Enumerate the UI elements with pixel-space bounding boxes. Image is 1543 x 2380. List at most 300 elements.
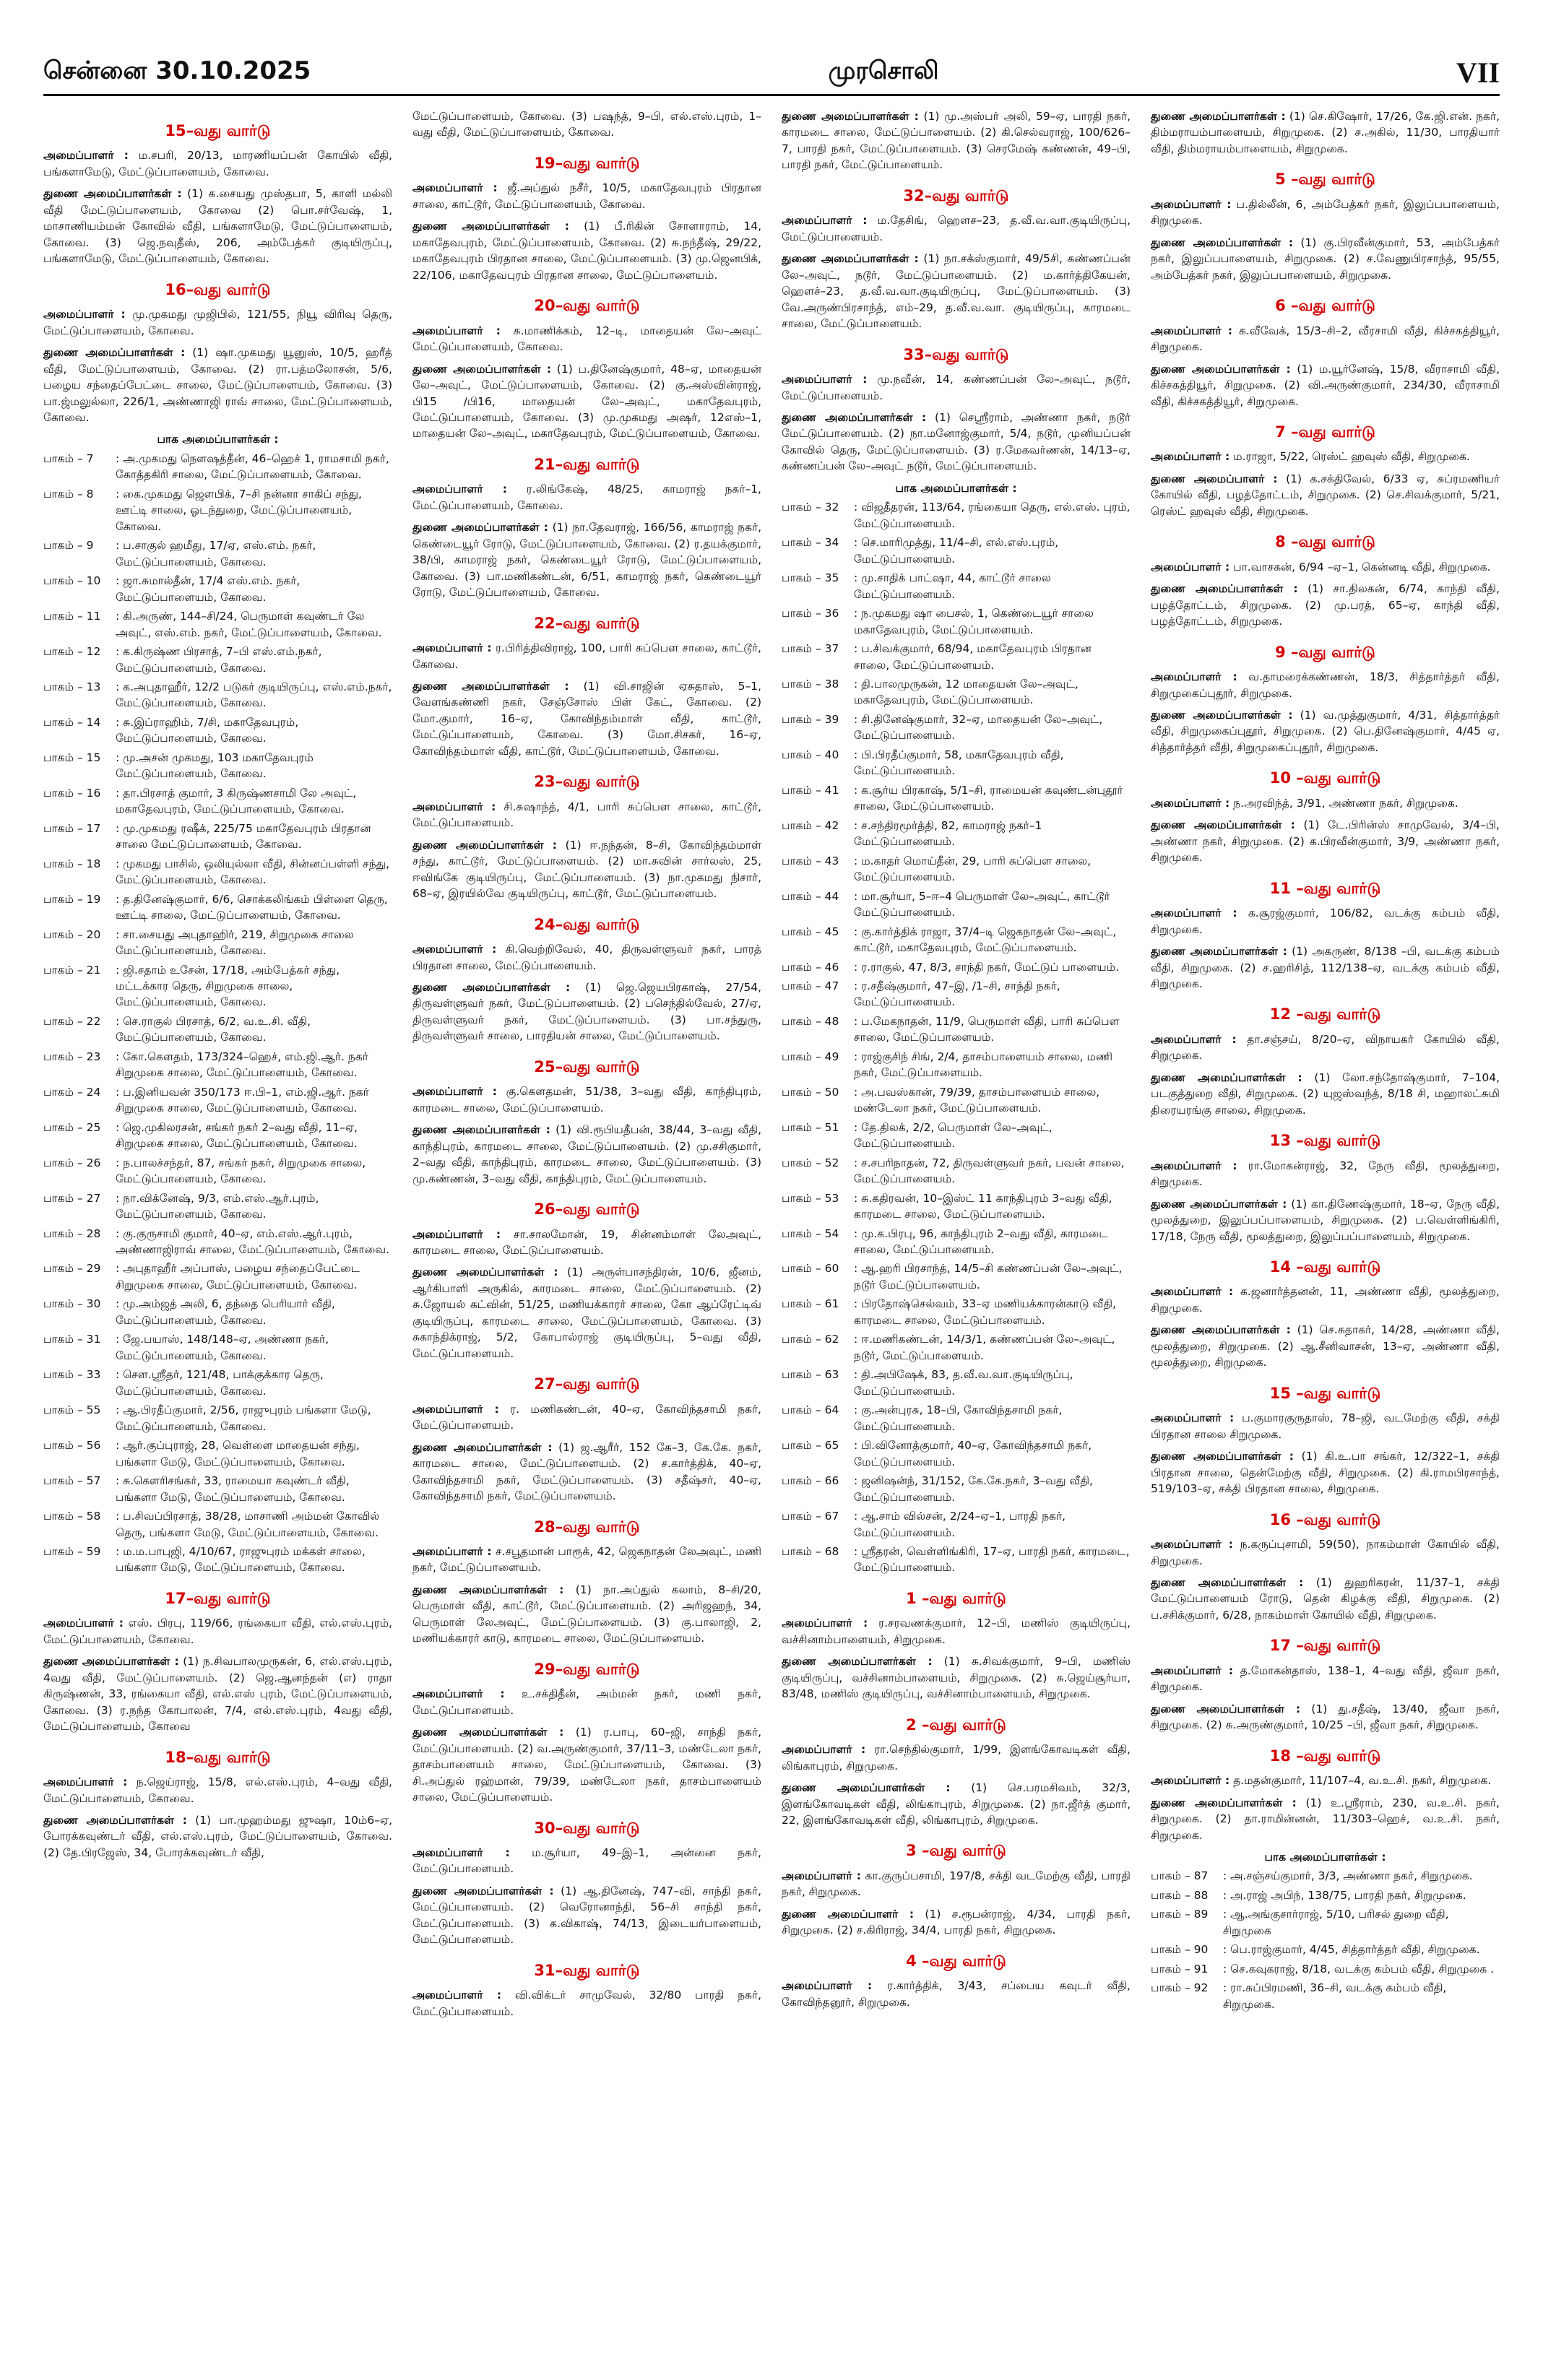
booth-entry — [43, 1331, 392, 1364]
booth-details: : தா.பிரசாத் குமார், 3 கிருஷ்ணசாமி லே அவுட், மகாதேவபுரம், மேட்டுப்பாளையம், கோவை. — [116, 786, 357, 816]
booth-details: : ஆ.சாம் வில்சன், 2/24–ஏ–1, பாரதி நகர், மேட்டுப்பாளையம். — [854, 1510, 1066, 1539]
appointee-details: (1) நா.அப்துல் கலாம், 8–சி/20, பெருமாள் வீதி, காட்டூர், மேட்டுப்பாளையம். (2) அரிஜஹந், 34, பெருமாள் லேஅவுட், மேட்டுப்பாளையம். (3) கு.பாலாஜி, 2, மணியக்காரர் காடு, காரமடை சாலை, மேட்டுப்பாளையம். — [412, 1583, 761, 1645]
appointee-details: கு.கௌதமன், 51/38, 3–வது வீதி, காந்திபுரம், காரமடை சாலை, மேட்டுப்பாளையம். — [412, 1085, 761, 1115]
booth-entry — [43, 1084, 392, 1117]
role-label: அமைப்பாளர் : — [1151, 1663, 1234, 1677]
booth-number: பாகம் – 35 — [782, 571, 839, 585]
booth-number: பாகம் – 50 — [782, 1085, 839, 1099]
role-label: துணை அமைப்பாளர்கள் : — [43, 346, 186, 360]
role-label: அமைப்பாளர் : — [782, 214, 868, 228]
role-label: துணை அமைப்பாளர்கள் : — [412, 362, 552, 376]
appointment-entry — [1151, 581, 1500, 629]
appointment-entry — [782, 1741, 1131, 1774]
booth-number: பாகம் – 67 — [782, 1510, 839, 1523]
booth-number: பாகம் – 57 — [43, 1474, 101, 1488]
appointee-details: த.மதன்குமார், 11/107–4, வ.உ.சி. நகர், சிறுமுகை. — [1233, 1774, 1492, 1788]
ward-heading: 17–வது வார்டு — [165, 1589, 271, 1607]
appointee-details: சு.மாணிக்கம், 12–டி, மாதையன் லே–அவுட் மேட்டுப்பாளையம், கோவை. — [412, 324, 761, 354]
appointment-entry — [412, 678, 761, 759]
appointee-details: கா.குருப்பசாமி, 197/8, சக்தி வடமேற்கு வீதி, பாரதி நகர், சிறுமுகை. — [782, 1869, 1131, 1899]
booth-number: பாகம் – 91 — [1151, 1962, 1209, 1976]
booth-entry — [782, 570, 1131, 602]
appointment-entry — [782, 212, 1131, 245]
booth-entry — [782, 499, 1131, 532]
appointee-details: ந.அரவிந்த், 3/91, அண்ணா நகர், சிறுமுகை. — [1233, 796, 1458, 810]
appointment-entry — [1151, 669, 1500, 701]
appointee-details: (1) ஜ.ஆரீர், 152 கே–3, கே.கே. நகர், காரமடை சாலை, மேட்டுப்பாளையம். (2) ச.கார்த்திக், 40–ஏ, கோவிந்தசாமி நகர், மேட்டுப்பாளையம். (3) சதீஷ்சர், 40–ஏ, கோவிந்தசாமி நகர், மேட்டுப்பாளையம். — [412, 1440, 761, 1503]
booth-number: பாகம் – 29 — [43, 1262, 101, 1276]
ward-heading: 10 –வது வார்டு — [1269, 769, 1381, 787]
booth-number: பாகம் – 36 — [782, 607, 839, 620]
booth-details: : கு.குருசாமி குமார், 40–ஏ, எம்.எஸ்.ஆர்.புரம், அண்ணாஜிராவ் சாலை, மேட்டுப்பாளையம், கோவை. — [116, 1226, 389, 1256]
role-label: துணை அமைப்பாளர்கள் : — [1151, 1702, 1301, 1715]
booth-entry — [43, 1402, 392, 1435]
booth-number: பாகம் – 33 — [43, 1368, 101, 1382]
appointee-details: (1) மு.அஸ்பர் அலி, 59–ஏ, பாரதி நகர், காரமடை சாலை, மேட்டுப்பாளையம். (2) கி.செல்வராஜ், 100/626–7, பாரதி நகர், மேட்டுப்பாளையம். (3) செரமேஷ் கண்ணன், 49–பி, பாரதி நகர், மேட்டுப்பாளையம். — [782, 110, 1131, 172]
appointee-details: (1) அகருண், 8/138 –பி, வடக்கு கம்பம் வீதி, சிறுமுகை. (2) ச.ஹரிசித், 112/138–ஏ, வடக்கு கம்பம் வீதி, சிறுமுகை. — [1151, 945, 1500, 990]
booth-details: : ஆ.அங்குசார்ராஜ், 5/10, பரிசல் துறை வீதி, சிறுமுகை — [1223, 1908, 1449, 1937]
booth-entry — [782, 1331, 1131, 1364]
appointee-details: (1) வ.முத்துகுமார், 4/31, சித்தார்த்தர் வீதி, சிறுமுகைப்புதூர், சிறுமுகை. (2) பெ.தினேஷ்குமார், 4/45 ஏ, சித்தார்த்தர் வீதி, சிறுமுகைப்புதூர், சிறுமுகை. — [1151, 708, 1500, 754]
booth-number: பாகம் – 9 — [43, 539, 94, 553]
page-header — [43, 51, 1500, 96]
appointment-entry — [1151, 817, 1500, 865]
booth-details: : ஜெ.முகிலரசன், சங்கர் நகர் 2–வது வீதி, 11–ஏ, சிறுமுகை சாலை, மேட்டுப்பாளையம், கோவை. — [116, 1120, 358, 1151]
appointment-entry — [412, 1401, 761, 1434]
booth-number: பாகம் – 55 — [43, 1403, 101, 1417]
appointment-entry — [1151, 1196, 1500, 1245]
role-label: துணை அமைப்பாளர்கள் : — [412, 1726, 564, 1739]
booth-entry — [782, 853, 1131, 886]
ward-heading: 33–வது வார்டு — [903, 345, 1009, 363]
role-label: அமைப்பாளர் : — [412, 1227, 501, 1241]
role-label: அமைப்பாளர் : — [782, 1979, 873, 1993]
booth-details: : தி.பாலமுருகன், 12 மாதையன் லே–அவுட், மகாதேவபுரம், மேட்டுப்பாளையம். — [854, 678, 1079, 707]
booth-number: பாகம் – 26 — [43, 1156, 101, 1169]
booth-entry — [782, 1084, 1131, 1117]
booth-details: : செ.கவுகராஜ், 8/18, வடக்கு கம்பம் வீதி, சிறுமுகை . — [1223, 1962, 1495, 1976]
appointee-details: ரா.செந்தில்குமார், 1/99, இளங்கோவடிகள் வீதி, லிங்காபுரம், சிறுமுகை. — [782, 1743, 1131, 1773]
booth-details: : கோ.கௌதம், 173/324–ஹெச், எம்.ஜி.ஆர். நகர் சிறுமுகை சாலை, மேட்டுப்பாளையம், கோவை. — [116, 1050, 368, 1080]
booth-details: : த.தினேஷ்குமார், 6/6, சொக்கலிங்கம் பிள்ளை தெரு, ஊட்டி சாலை, மேட்டுப்பாளையம், கோவை. — [116, 892, 388, 922]
booth-entry — [43, 1296, 392, 1328]
booth-number: பாகம் – 13 — [43, 680, 101, 693]
booth-number: பாகம் – 58 — [43, 1510, 101, 1523]
booth-details: : ச.சந்திரமூர்த்தி, 82, காமராஜ் நகர்–1 மேட்டுப்பாளையம். — [854, 818, 1042, 849]
appointment-entry — [1151, 1663, 1500, 1695]
booth-entry — [43, 679, 392, 711]
ward-heading: 25–வது வார்டு — [534, 1057, 640, 1076]
appointment-entry — [412, 1724, 761, 1805]
booth-details: : சி.தினேஷ்குமார், 32–ஏ, மாதையன் லே–அவுட், மேட்டுப்பாளையம். — [854, 712, 1103, 743]
appointment-entry — [412, 837, 761, 902]
appointee-details: க.ஜனார்த்தனன், 11, அண்ணா வீதி, மூலத்துறை, சிறுமுகை. — [1151, 1285, 1500, 1315]
appointment-entry — [412, 1582, 761, 1647]
appointee-details: (1) செ.சுதாகர், 14/28, அண்ணா வீதி, மூலத்துறை, சிறுமுகை. (2) ஆ.சீனிவாசன், 13–ஏ, அண்ணா வீதி, மூலத்துறை, சிறுமுகை. — [1151, 1323, 1500, 1369]
role-label: அமைப்பாளர் : — [412, 1687, 505, 1701]
booth-details: : மு.க.பிரபு, 96, காந்திபுரம் 2–வது வீதி, காரமடை சாலை, மேட்டுப்பாளையம். — [854, 1226, 1108, 1256]
booth-number: பாகம் – 68 — [782, 1544, 839, 1558]
role-label: துணை அமைப்பாளர்கள் : — [1151, 1197, 1287, 1211]
booth-details: : ஜே.பயாஸ், 148/148–ஏ, அண்ணா நகர், மேட்டுப்பாளையம், கோவை. — [116, 1333, 329, 1362]
role-label: துணை அமைப்பாளர்கள் : — [412, 1440, 553, 1454]
booth-details: : சு.கதிரவன், 10–இஸ்ட் 11 காந்திபுரம் 3–வது வீதி, காரமடை சாலை, மேட்டுப்பாளையம். — [854, 1191, 1112, 1221]
booth-entry — [782, 978, 1131, 1011]
appointee-details: (1) நா.சக்ஸ்குமார், 49/5சி, கண்ணப்பன் லே–அவுட், நடூர், மேட்டுப்பாளையம். (2) ம.கார்த்திகேயன், ஹௌச்–23, த.வீ.வ.வா.குடியிருப்பு, மேட்டுப்பாளையம். (3) வே.அருண்பிரசாந்த், எம்–29, த.வீ.வ.வா. குடியிருப்பு, காரமடை சாலை, மேட்டுப்பாளையம். — [782, 252, 1131, 331]
appointee-details: (1) து.சதீஷ், 13/40, ஜீவா நகர், சிறுமுகை. (2) சு.அருண்குமார், 10/25 –பி, ஜீவா நகர், சிறுமுகை. — [1151, 1702, 1500, 1732]
appointee-details: (1) துஹரிகரன், 11/37–1, சக்தி மேட்டுப்பாளையம் ரோடு, தென் கிழக்கு வீதி, சிறுமுகை. (2) ப.சசிக்குமார், 6/28, நாகம்மாள் கோயில் வீதி, சிறுமுகை. — [1151, 1575, 1500, 1622]
role-label: அமைப்பாளர் : — [412, 483, 508, 496]
booth-details: : ப.சாகுல் ஹமீது, 17/ஏ, எஸ்.எம். நகர், மேட்டுப்பாளையம், கோவை. — [116, 539, 316, 568]
role-label: துணை அமைப்பாளர்கள் : — [412, 980, 571, 994]
appointment-entry — [1151, 235, 1500, 283]
booth-details: : ந.முகமது ஷா பைசல், 1, கெண்டையூர் சாலை மகாதேவபுரம், மேட்டுப்பாளையம். — [854, 607, 1094, 636]
appointee-details: உ.சக்திதீன், அம்மன் நகர், மணி நகர், மேட்டுப்பாளையம். — [412, 1687, 761, 1717]
appointee-details: ர.லிங்கேஷ், 48/25, காமராஜ் நகர்–1, மேட்டுப்பாளையம், கோவை. — [412, 483, 761, 512]
role-label: அமைப்பாளர் : — [1151, 450, 1230, 464]
appointee-details: (1) பா.முஹம்மது ஜுஷா, 10ம்6–ஏ, போரக்கவுண்டர் வீதி, எல்.எஸ்.புரம், மேட்டுப்பாளையம், கோவை. (2) தே.பிரஜேஸ், 34, போரக்கவுண்டர் வீதி, — [43, 1814, 392, 1859]
appointment-entry — [782, 1615, 1131, 1648]
booth-number: பாகம் – 59 — [43, 1544, 101, 1558]
booth-number: பாகம் – 61 — [782, 1297, 839, 1311]
ward-heading: 6 –வது வார்டு — [1275, 297, 1375, 315]
appointment-entry — [43, 1653, 392, 1734]
appointee-details: (1) ந.சிவபாலமுருகன், 6, எல்.எஸ்.புரம், 4வது வீதி, மேட்டுப்பாளையம். (2) ஜெ.ஆனந்தன் (எ) ராதா கிருஷ்ணன், 33, ரங்கையா வீதி, எல்.எஸ் புரம், மேட்டுப்பாளையம், கோவை. (3) ர.நந்த கோபாலன், 7/4, எல்.எஸ்.புரம், 4வது வீதி, மேட்டுப்பாளையம், கோவை — [43, 1655, 392, 1734]
booth-entry — [43, 644, 392, 676]
booth-details: : ம.காதர் மொய்தீன், 29, பாரி சுப்பௌ சாலை, மேட்டுப்பாளையம். — [854, 854, 1092, 884]
ward-heading: 9 –வது வார்டு — [1275, 643, 1375, 661]
booth-details: : பி.வினோத்குமார், 40–ஏ, கோவிந்தசாமி நகர், மேட்டுப்பாளையம். — [854, 1439, 1092, 1468]
appointee-details: க.சூரஜ்குமார், 106/82, வடக்கு கம்பம் வீதி, சிறுமுகை. — [1151, 906, 1500, 936]
appointee-details: (1) க.சையது முஸ்தபா, 5, காளி மல்லி வீதி மேட்டுப்பாளையம், கோவை (2) பொ.சர்வேஷ், 1, மாசாணியம்மன் கோவில் வீதி, பங்களாமேடு, மேட்டுப்பாளையம், கோவை. (3) ஜெ.நவுதீஸ், 206, அம்பேத்கர் குடியிருப்பு, பங்களாமேடு, மேட்டுப்பாளையம், கோவை. — [43, 187, 392, 266]
appointee-details: சி.சுஷாந்த், 4/1, பாரி சுப்பௌ சாலை, காட்டூர், மேட்டுப்பாளையம். — [412, 800, 761, 830]
booth-number: பாகம் – 21 — [43, 963, 101, 977]
booth-details: : அ.ராஜ் அபிந், 138/75, பாரதி நகர், சிறுமுகை. — [1223, 1888, 1466, 1902]
appointment-entry — [1151, 905, 1500, 938]
booth-entry — [782, 1508, 1131, 1541]
appointment-entry — [1151, 1031, 1500, 1064]
booth-entry — [782, 1155, 1131, 1187]
appointment-entry — [782, 1780, 1131, 1828]
booth-number: பாகம் – 16 — [43, 786, 101, 800]
booth-entry — [43, 1049, 392, 1081]
appointee-details: (1) லோ.சந்தோஷ்குமார், 7–104, படகுத்துறை வீதி, சிறுமுகை. (2) யுஜஸ்வந்த், 8/18 சி, மஹாலட்சுமி திரையரங்கு சாலை, சிறுமுகை. — [1151, 1070, 1500, 1117]
appointee-details: (1) ஷா.முகமது யூனுஸ், 10/5, ஹரீத் வீதி, மேட்டுப்பாளையம், கோவை. (2) ரா.பத்மலோசன், 5/6, பழைய சந்தைப்பேட்டை சாலை, மேட்டுப்பாளையம், கோவை. (3) பா.ஜ்மலுல்லா, 226/1, அண்ணாஜி ராவ் சாலை, மேட்டுப்பாளையம், கோவை. — [43, 346, 392, 424]
booth-details: : ம.ம.பாபுஜி, 4/10/67, ராஜுபுரம் மக்கள் சாலை, பங்களா மேடு, மேட்டுப்பாளையம், கோவை. — [116, 1544, 366, 1575]
booth-entry — [43, 1155, 392, 1187]
booth-entry — [43, 1120, 392, 1152]
appointment-entry — [782, 371, 1131, 404]
role-label: அமைப்பாளர் : — [412, 1085, 497, 1099]
appointee-details: (1) சு.சிவக்குமார், 9–பி, மணிஸ் குடியிருப்பு, வச்சினாம்பாளையம், சிறுமுகை. (2) சு.ஜெய்சூர்யா, 83/48, மணிஸ் குடியிருப்பு, வச்சினாம்பாளையம், சிறுமுகை. — [782, 1655, 1131, 1701]
role-label: துணை அமைப்பாளர்கள் : — [412, 838, 557, 852]
ward-heading: 4 –வது வார்டு — [906, 1952, 1006, 1970]
role-label: அமைப்பாளர் : — [1151, 670, 1237, 684]
ward-heading: 27–வது வார்டு — [534, 1375, 640, 1393]
booth-entry — [782, 1367, 1131, 1399]
booth-details: : ப.மேகநாதன், 11/9, பெருமாள் வீதி, பாரி சுப்பௌ சாலை, மேட்டுப்பாளையம். — [854, 1014, 1120, 1044]
role-label: துணை அமைப்பாளர்கள் : — [43, 1814, 187, 1827]
booth-entry — [782, 1260, 1131, 1293]
booth-entry — [43, 486, 392, 535]
booth-details: : சௌ.ஸ்ரீதர், 121/48, பாக்குக்கார தெரு, மேட்டுப்பாளையம், கோவை. — [116, 1368, 324, 1398]
appointment-entry — [1151, 196, 1500, 229]
role-label: அமைப்பாளர் : — [782, 1743, 866, 1757]
appointee-details: (1) ஈ.நந்தன், 8–சி, கோவிந்தம்மாள் சந்து, காட்டூர், மேட்டுப்பாளையம். (2) மா.சுவின் சார்லஸ், 25, ஈவிங்கே குடியிருப்பு, மேட்டுப்பாளையம். (3) நா.முகமது நிசார், 68–ஏ, இரயில்வே குடியிருப்பு, காட்டூர், மேட்டுப்பாளையம். — [412, 838, 761, 901]
ward-heading: 24–வது வார்டு — [534, 915, 640, 933]
column-4 — [1151, 108, 1500, 2355]
appointment-entry — [1151, 1284, 1500, 1316]
appointment-entry — [412, 1264, 761, 1362]
role-label: அமைப்பாளர் : — [412, 1989, 502, 2002]
appointee-details: (1) வி.சாஜின் ஏசுதாஸ், 5–1, வேளங்கண்ணி நகர், சேஞ்சோஸ் பிள் கேட், கோவை. (2) மோ.குமார், 16–ஏ, கோவிந்தம்மாள் வீதி, காட்டூர், மேட்டுப்பாளையம், கோவை. (3) மோ.சிசகர், 16–ஏ, கோவிந்தம்மாள் வீதி, காட்டூர், மேட்டுப்பாளையம், கோவை. — [412, 680, 761, 758]
ward-heading: 14 –வது வார்டு — [1269, 1258, 1381, 1276]
booth-number: பாகம் – 32 — [782, 501, 839, 514]
appointee-details: (1) ர.பாபு, 60–ஜி, சாந்தி நகர், மேட்டுப்பாளையம். (2) வ.அருண்குமார், 37/11–3, மண்டேலா நகர், தாசம்பாளையம் சாலை, மேட்டுப்பாளையம், கோவை. (3) சி.அப்துல் ரஹ்மான், 79/39, மண்டேலா நகர், தாசம்பாளையம் சாலை, மேட்டுப்பாளையம். — [412, 1726, 761, 1804]
booth-entry — [782, 959, 1131, 975]
appointee-details: ச.சபூதமான் பாரூக், 42, ஜெகநாதன் லேஅவுட், மணி நகர், மேட்டுப்பாளையம். — [412, 1544, 761, 1575]
appointment-entry — [412, 1226, 761, 1259]
booth-number: பாகம் – 40 — [782, 748, 839, 761]
appointment-entry — [782, 1906, 1131, 1939]
ward-heading: 26–வது வார்டு — [534, 1200, 640, 1219]
role-label: அமைப்பாளர் : — [1151, 1411, 1235, 1425]
ward-heading: 18–வது வார்டு — [165, 1748, 271, 1766]
booth-entry — [43, 1260, 392, 1293]
appointment-entry — [782, 251, 1131, 332]
booth-details: : க.அபுதாஹீர், 12/2 படுகர் குடியிருப்பு, எஸ்.எம்.நகர், மேட்டுப்பாளையம், கோவை. — [116, 680, 392, 710]
appointment-entry — [412, 1987, 761, 2020]
booth-entry — [43, 1437, 392, 1470]
booth-entry — [43, 1226, 392, 1258]
booth-entry — [43, 714, 392, 747]
appointment-entry — [412, 1883, 761, 1948]
booth-entry — [43, 573, 392, 605]
appointee-details: த.மோகன்தாஸ், 138–1, 4–வது வீதி, ஜீவா நகர், சிறுமுகை. — [1151, 1663, 1500, 1694]
booth-number: பாகம் – 88 — [1151, 1888, 1209, 1902]
booth-details: : ஜி.சதாம் உசேன், 17/18, அம்பேத்கர் சந்து, மட்டக்கார தெரு, சிறுமுகை சாலை, மேட்டுப்பாளையம், கோவை. — [116, 963, 340, 1009]
role-label: துணை அமைப்பாளர்கள் : — [412, 680, 569, 693]
ward-heading: 15 –வது வார்டு — [1269, 1384, 1381, 1402]
booth-details: : ஈ.மணிகண்டன், 14/3/1, கண்ணப்பன் லே–அவுட், நடூர், மேட்டுப்பாளையம். — [854, 1333, 1115, 1362]
appointment-entry — [412, 481, 761, 514]
booth-entry — [782, 535, 1131, 567]
ward-heading: 11 –வது வார்டு — [1269, 879, 1381, 897]
booth-details: : ஜா.சுமால்தீன், 17/4 எஸ்.எம். நகர், மேட்டுப்பாளையம், கோவை. — [116, 574, 301, 604]
booth-number: பாகம் – 20 — [43, 927, 101, 941]
booth-number: பாகம் – 53 — [782, 1191, 839, 1205]
appointment-entry — [1151, 1575, 1500, 1623]
booth-number: பாகம் – 62 — [782, 1333, 839, 1346]
booth-number: பாகம் – 8 — [43, 487, 94, 501]
ward-heading: 29–வது வார்டு — [534, 1660, 640, 1678]
appointee-details: (1) நா.தேவராஜ், 166/56, காமராஜ் நகர், கெண்டையூர் ரோடு, மேட்டுப்பாளையம், கோவை. (2) ர.தயக்குமார், 38/பி, காமராஜ் நகர், கெண்டையூர் ரோடு, மேட்டுப்பாளையம், கோவை. (3) பா.மணிகண்டன், 6/51, காமராஜ் நகர், கெண்டையூர் ரோடு, மேட்டுப்பாளையம், கோவை. — [412, 521, 761, 600]
booth-entry — [43, 451, 392, 483]
appointment-entry — [412, 1544, 761, 1576]
booth-number: பாகம் – 87 — [1151, 1869, 1209, 1883]
appointment-entry — [1151, 559, 1500, 575]
booth-details: : சு.இப்ராஹிம், 7/சி, மகாதேவபுரம், மேட்டுப்பாளையம், கோவை. — [116, 715, 299, 745]
role-label: அமைப்பாளர் : — [782, 1869, 861, 1882]
booth-details: : சு.கௌரிசங்கர், 33, ராமையா கவுண்டர் வீதி, பங்களா மேடு, மேட்டுப்பாளையம், கோவை. — [116, 1474, 350, 1504]
role-label: அமைப்பாளர் : — [412, 800, 496, 813]
booth-details: : ர.ராகுல், 47, 8/3, சாந்தி நகர், மேட்டுப் பாளையம். — [854, 960, 1120, 974]
booth-number: பாகம் – 15 — [43, 750, 101, 764]
booth-entry — [43, 785, 392, 818]
role-label: துணை அமைப்பாளர்கள் : — [1151, 582, 1298, 596]
role-label: துணை அமைப்பாளர்கள் : — [1151, 1323, 1291, 1337]
appointment-entry — [412, 323, 761, 355]
booth-number: பாகம் – 12 — [43, 645, 101, 659]
booth-details: : மு.முகமது ரஷீக், 225/75 மகாதேவபுரம் பிரதான சாலை மேட்டுப்பாளையம், கோவை. — [116, 821, 371, 852]
appointment-entry — [1151, 1070, 1500, 1118]
appointment-entry — [782, 1868, 1131, 1900]
booth-details: : ந.பாலச்சந்தர், 87, சங்கர் நகர், சிறுமுகை சாலை, மேட்டுப்பாளையம், கோவை. — [116, 1156, 366, 1186]
role-label: அமைப்பாளர் : — [1151, 1285, 1234, 1299]
booth-entry — [782, 605, 1131, 638]
booth-number: பாகம் – 24 — [43, 1085, 101, 1099]
booth-details: : விஜதீதரன், 113/64, ரங்கையா தெரு, எல்.எஸ். புரம், மேட்டுப்பாளையம். — [854, 501, 1131, 530]
section-subheading: பாக அமைப்பாளர்கள் : — [157, 433, 279, 446]
ward-heading: 20–வது வார்டு — [534, 297, 640, 315]
appointee-details: (1) செ.பரமசிவம், 32/3, இளங்கோவடிகள் வீதி, லிங்காபுரம், சிறுமுகை. (2) நா.ஜீர்த் குமார், 22, இளங்கோவடிகள் வீதி, லிங்காபுரம், சிறுமுகை. — [782, 1781, 1131, 1827]
booth-entry — [1151, 1906, 1500, 1939]
booth-number: பாகம் – 66 — [782, 1474, 839, 1488]
role-label: துணை அமைப்பாளர்கள் : — [1151, 1070, 1302, 1084]
booth-number: பாகம் – 63 — [782, 1368, 839, 1382]
ward-heading: 22–வது வார்டு — [534, 614, 640, 632]
booth-entry — [43, 962, 392, 1011]
booth-details: : மு.அம்ஜத் அலி, 6, தந்தை பெரியார் வீதி, மேட்டுப்பாளையம், கோவை. — [116, 1297, 335, 1327]
booth-number: பாகம் – 49 — [782, 1050, 839, 1063]
appointment-entry — [412, 361, 761, 442]
column-1 — [43, 108, 392, 2355]
appointment-entry — [43, 306, 392, 339]
role-label: துணை அமைப்பாளர்கள் : — [782, 110, 919, 123]
booth-details: : தி.அபிஷேக், 83, த.வீ.வ.வா.குடியிருப்பு, மேட்டுப்பாளையம். — [854, 1368, 1073, 1398]
role-label: அமைப்பாளர் : — [412, 1402, 499, 1416]
booth-number: பாகம் – 23 — [43, 1050, 101, 1063]
page-date: சென்னை 30.10.2025 — [43, 56, 311, 85]
appointment-entry — [412, 1122, 761, 1187]
booth-details: : ஆ.ஹரி பிரசாந்த், 14/5–சி கண்ணப்பன் லே–அவுட், நடூர் மேட்டுப்பாளையம். — [854, 1262, 1123, 1291]
booth-details: : செ.மாரிமுத்து, 11/4–சி, எல்.எஸ்.புரம், மேட்டுப்பாளையம். — [854, 536, 1059, 566]
booth-number: பாகம் – 37 — [782, 642, 839, 656]
booth-entry — [1151, 1942, 1500, 1957]
booth-number: பாகம் – 22 — [43, 1014, 101, 1028]
booth-details: : மா.சூர்யா, 5–ஈ–4 பெருமாள் லே–அவுட், காட்டூர் மேட்டுப்பாளையம். — [854, 889, 1110, 919]
role-label: அமைப்பாளர் : — [412, 943, 497, 956]
appointee-details: மு.முகமது முஜிபில், 121/55, நியூ விரிவு தெரு, மேட்டுப்பாளையம், கோவை. — [43, 308, 392, 337]
role-label: அமைப்பாளர் : — [412, 1845, 510, 1859]
ward-heading: 3 –வது வார்டு — [906, 1842, 1006, 1860]
appointee-details: ம.சபரி, 20/13, மாரணியப்பன் கோயில் வீதி, பங்களாமேடு, மேட்டுப்பாளையம், கோவை. — [43, 149, 392, 178]
role-label: துணை அமைப்பாளர்கள் : — [1151, 1796, 1297, 1809]
role-label: அமைப்பாளர் : — [1151, 1032, 1237, 1046]
role-label: துணை அமைப்பாளர்கள் : — [412, 1123, 550, 1137]
role-label: அமைப்பாளர் : — [1151, 324, 1233, 337]
booth-details: : சா.சையது அபுதாஹிர், 219, சிறுமுகை சாலை மேட்டுப்பாளையம், கோவை. — [116, 927, 354, 958]
ward-heading: 18 –வது வார்டு — [1269, 1747, 1381, 1765]
appointee-details: ம.ராஜா, 5/22, ரெஸ்ட் ஹவுஸ் வீதி, சிறுமுகை. — [1233, 450, 1470, 464]
booth-entry — [782, 1049, 1131, 1081]
booth-entry — [1151, 1961, 1500, 1977]
booth-details: : மு.சாதிக் பாட்ஷா, 44, காட்டூர் சாலை மேட்டுப்பாளையம். — [854, 571, 1051, 601]
booth-details: : ஆர்.குப்புராஜ், 28, வெள்ளை மாதையன் சந்து, பங்களா மேடு, மேட்டுப்பாளையம், கோவை. — [116, 1439, 360, 1468]
booth-details: : ஸ்ரீதரன், வெள்ளிங்கிரி, 17–ஏ, பாரதி நகர், காரமடை, மேட்டுப்பாளையம். — [854, 1544, 1130, 1575]
booth-entry — [782, 888, 1131, 921]
appointment-entry — [1151, 1158, 1500, 1190]
booth-number: பாகம் – 31 — [43, 1333, 101, 1346]
ward-heading: 15–வது வார்டு — [165, 122, 271, 139]
ward-heading: 30–வது வார்டு — [534, 1819, 640, 1837]
column-3 — [782, 108, 1131, 2355]
booth-entry — [43, 821, 392, 853]
booth-details: : தே.திலக், 2/2, பெருமாள் லே–அவுட், மேட்டுப்பாளையம். — [854, 1120, 1053, 1151]
appointee-details: கி.வெற்றிவேல், 40, திருவள்ளுவர் நகர், பாரத் பிரதான சாலை, மேட்டுப்பாளையம். — [412, 943, 761, 972]
booth-number: பாகம் – 92 — [1151, 1981, 1209, 1995]
ward-heading: 32–வது வார்டு — [903, 186, 1009, 204]
booth-details: : க.கிருஷ்ண பிரசாத், 7–பி எஸ்.எம்.நகர், மேட்டுப்பாளையம், கோவை. — [116, 645, 322, 675]
booth-details: : ப.இனியவன் 350/173 ஈ.பி–1, எம்.ஜி.ஆர். நகர் சிறுமுகை சாலை, மேட்டுப்பாளையம், கோவை. — [116, 1085, 369, 1115]
appointment-entry — [1151, 1410, 1500, 1442]
role-label: துணை அமைப்பாளர்கள் : — [43, 187, 182, 201]
role-label: அமைப்பாளர் : — [412, 324, 501, 337]
appointee-details: (1) ஜெ.ஜெயபிரகாஷ், 27/54, திருவள்ளுவர் நகர், மேட்டுப்பாளையம். (2) பசெந்தில்வேல், 27/ஏ, திருவள்ளுவர் நகர், மேட்டுப்பாளையம். (3) பா.சந்துரு, திருவள்ளுவர் சாலை, பாரதியன் சாலை, மேட்டுப்பாளையம். — [412, 980, 761, 1043]
appointment-entry — [782, 108, 1131, 173]
booth-entry — [43, 1367, 392, 1399]
booth-entry — [782, 1402, 1131, 1435]
role-label: அமைப்பாளர் : — [43, 149, 129, 163]
booth-number: பாகம் – 34 — [782, 536, 839, 550]
booth-entry — [1151, 1868, 1500, 1884]
appointment-entry — [1151, 323, 1500, 355]
appointee-details: எஸ். பிரபு, 119/66, ரங்கையா வீதி, எல்.எஸ்.புரம், மேட்டுப்பாளையம், கோவை. — [43, 1617, 392, 1646]
appointee-details: மு.நவீன், 14, கண்ணப்பன் லே–அவுட், நடூர், மேட்டுப்பாளையம். — [782, 373, 1131, 402]
appointee-details: ர. மணிகண்டன், 40–ஏ, கோவிந்தசாமி நகர், மேட்டுப்பாளையம். — [412, 1402, 761, 1432]
appointment-entry — [412, 218, 761, 283]
booth-entry — [43, 1013, 392, 1046]
booth-entry — [43, 750, 392, 782]
appointment-entry — [1151, 795, 1500, 811]
booth-entry — [782, 1296, 1131, 1328]
booth-number: பாகம் – 11 — [43, 610, 101, 623]
booth-entry — [43, 608, 392, 641]
appointee-details: வ.தாமரைக்கண்ணன், 18/3, சித்தார்த்தர் வீதி, சிறுமுகைப்புதூர், சிறுமுகை. — [1151, 670, 1500, 700]
booth-entry — [43, 891, 392, 924]
appointee-details: ம.தேசிங், ஹௌச–23, த.வீ.வ.வா.குடியிருப்பு, மேட்டுப்பாளையம். — [782, 214, 1131, 243]
role-label: துணை அமைப்பாளர்கள் : — [1151, 110, 1286, 123]
appointment-entry — [412, 799, 761, 831]
booth-entry — [43, 927, 392, 959]
booth-entry — [43, 856, 392, 888]
section-subheading: பாக அமைப்பாளர்கள் : — [895, 481, 1017, 495]
ward-heading: 7 –வது வார்டு — [1275, 423, 1375, 441]
role-label: துணை அமைப்பாளர்கள் : — [1151, 945, 1287, 959]
booth-entry — [782, 924, 1131, 956]
appointment-entry — [1151, 1773, 1500, 1788]
booth-details: : நா.விக்னேஷ், 9/3, எம்.எஸ்.ஆர்.புரம், மேட்டுப்பாளையம், கோவை. — [116, 1191, 319, 1221]
booth-number: பாகம் – 44 — [782, 889, 839, 903]
appointee-details: (1) கு.பிரவீன்குமார், 53, அம்பேத்கர் நகர், இலுப்பபாளையம், சிறுமுகை. (2) ச.வேணுபிரசாந்த், 95/55, அம்பேத்கர் நகர், இலுப்பபாளையம், சிறுமுகை. — [1151, 235, 1500, 282]
appointment-entry — [412, 519, 761, 600]
appointee-details: ரா.மோகன்ராஜ், 32, நேரு வீதி, மூலத்துறை, சிறுமுகை. — [1151, 1159, 1500, 1189]
booth-number: பாகம் – 90 — [1151, 1943, 1209, 1957]
appointment-entry — [43, 345, 392, 425]
booth-details: : அ.சஞ்சய்குமார், 3/3, அண்ணா நகர், சிறுமுகை. — [1223, 1869, 1473, 1883]
ward-heading: 21–வது வார்டு — [534, 455, 640, 473]
role-label: துணை அமைப்பாளர்கள் : — [43, 1655, 179, 1669]
